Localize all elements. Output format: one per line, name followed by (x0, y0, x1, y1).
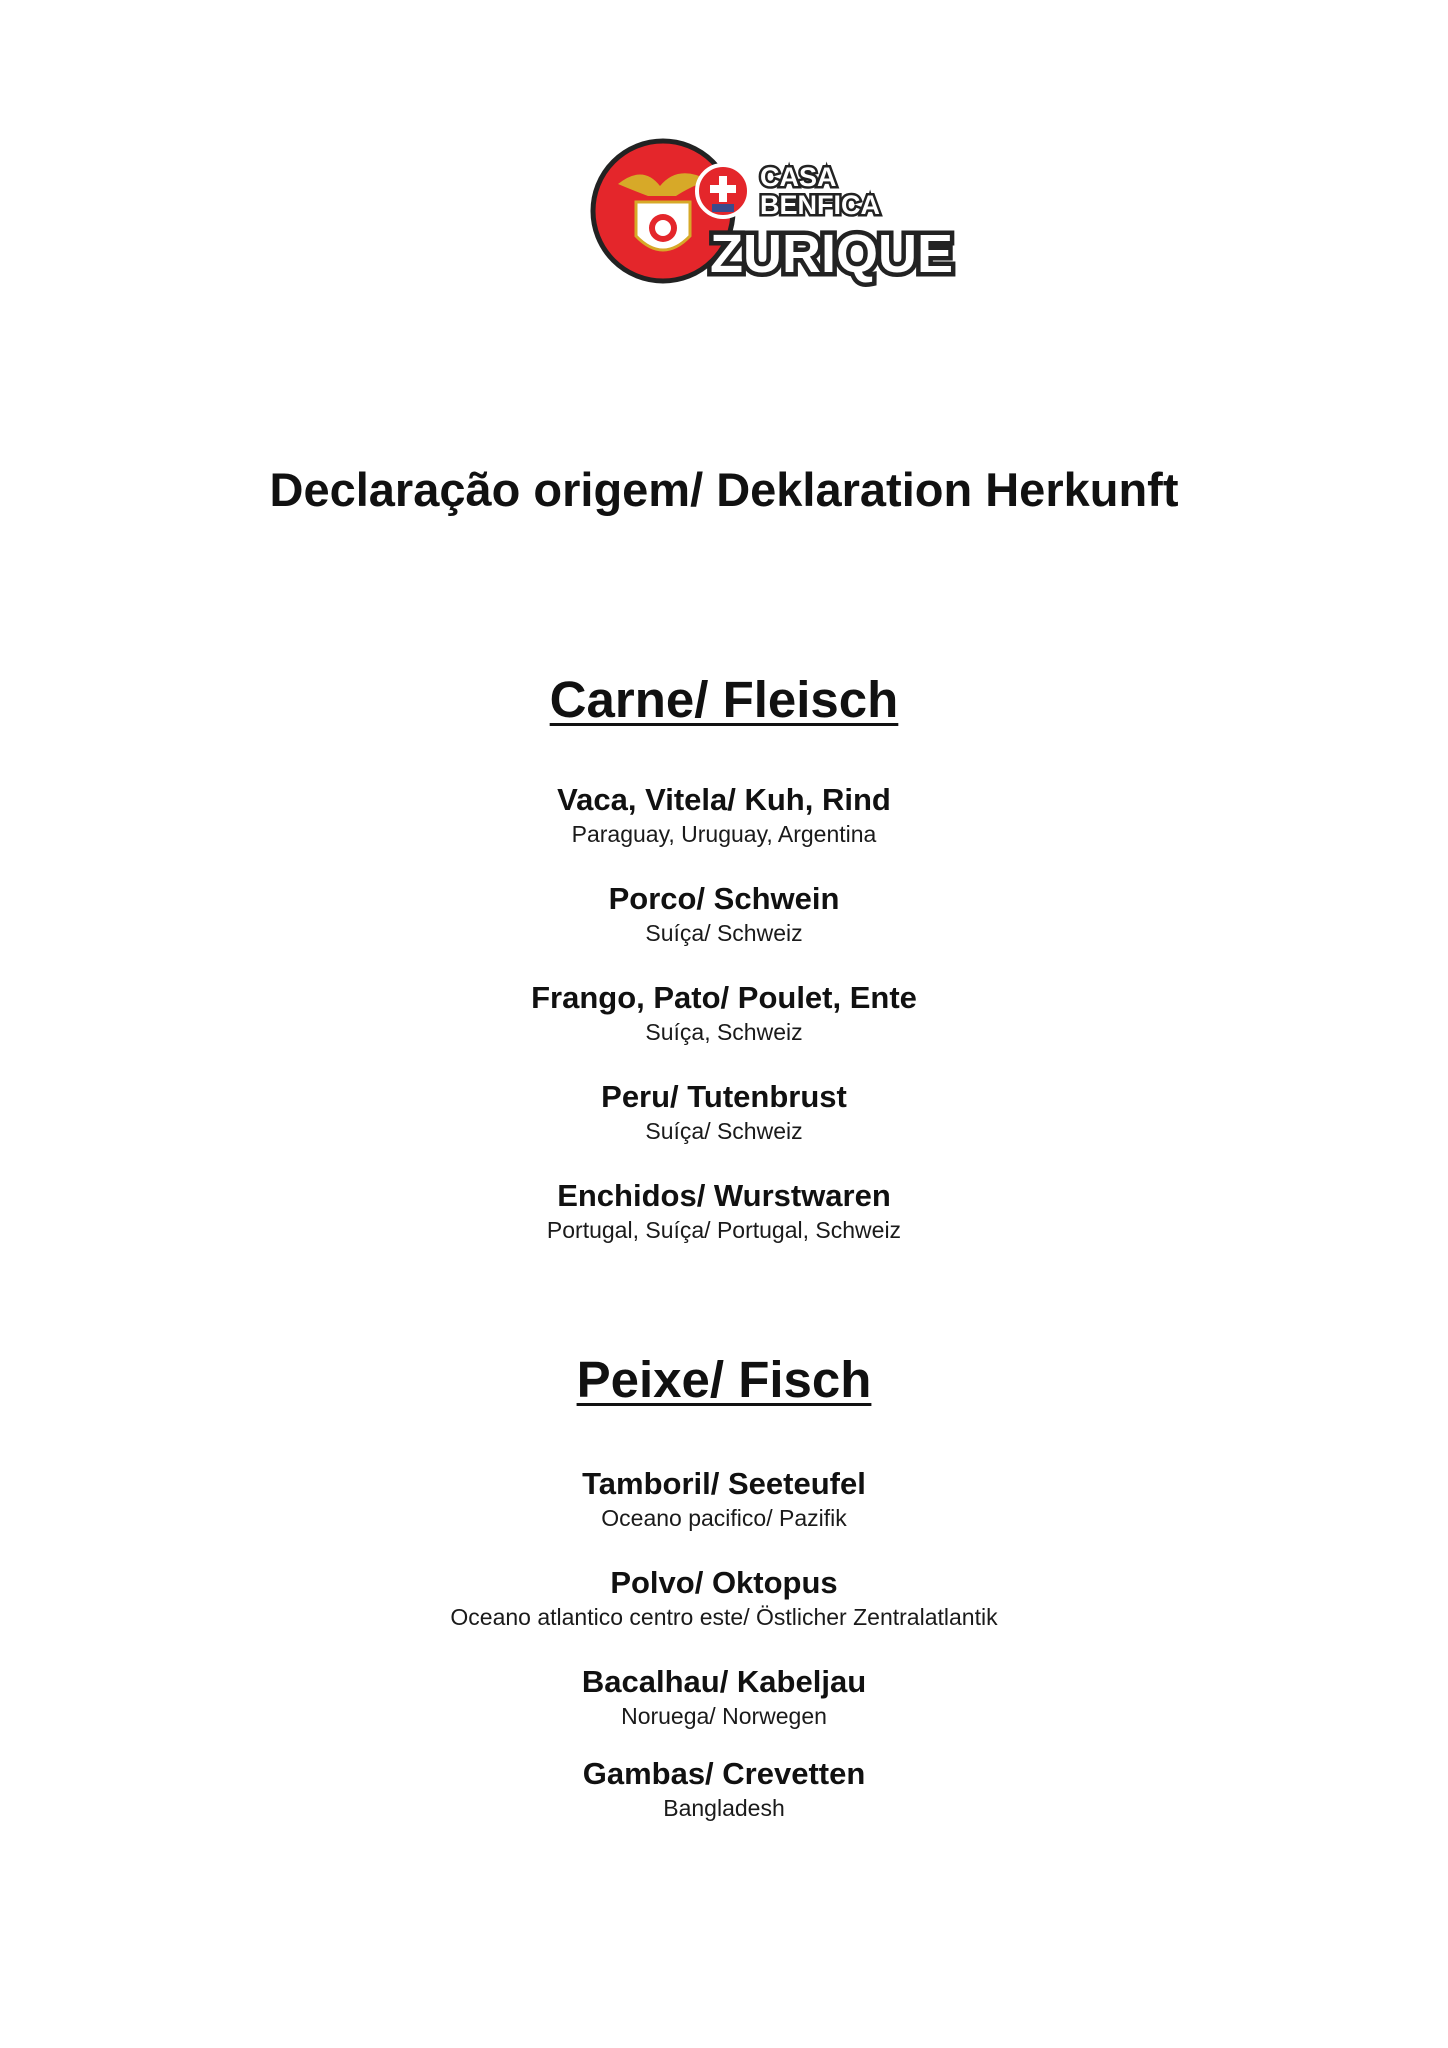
logo-line1: CASA (760, 162, 837, 192)
item-name: Frango, Pato/ Poulet, Ente (531, 980, 917, 1015)
item-name: Tamboril/ Seeteufel (582, 1466, 866, 1501)
item-origin: Suíça/ Schweiz (645, 1118, 803, 1144)
item-origin: Portugal, Suíça/ Portugal, Schweiz (546, 1217, 902, 1243)
section-heading: Peixe/ Fisch (576, 1351, 872, 1408)
item-name: Peru/ Tutenbrust (601, 1079, 847, 1114)
list-item (0, 1663, 1448, 1755)
list-item (0, 1078, 1448, 1177)
item-list (0, 781, 1448, 1276)
item-origin: Suíça/ Schweiz (645, 920, 803, 946)
logo-line3: ZURIQUE (710, 224, 953, 284)
item-name: Bacalhau/ Kabeljau (581, 1664, 867, 1699)
item-origin: Bangladesh (663, 1795, 785, 1821)
item-name: Vaca, Vitela/ Kuh, Rind (557, 782, 891, 817)
section-heading: Carne/ Fleisch (549, 671, 899, 728)
logo-line2: BENFICA (760, 190, 880, 220)
item-origin: Suíça, Schweiz (645, 1019, 803, 1045)
item-list (0, 1465, 1448, 1847)
section-carne (0, 670, 1448, 1276)
item-name: Porco/ Schwein (608, 881, 840, 916)
item-name: Gambas/ Crevetten (582, 1756, 866, 1791)
list-item (0, 781, 1448, 880)
item-origin: Oceano pacifico/ Pazifik (601, 1505, 847, 1531)
item-name: Polvo/ Oktopus (610, 1565, 838, 1600)
page-title: Declaração origem/ Deklaration Herkunft (269, 463, 1179, 516)
item-origin: Paraguay, Uruguay, Argentina (571, 821, 877, 847)
section-peixe (0, 1350, 1448, 1847)
list-item (0, 1465, 1448, 1564)
list-item (0, 1755, 1448, 1847)
casa-benfica-zurique-logo (588, 136, 953, 296)
list-item (0, 1564, 1448, 1663)
list-item (0, 880, 1448, 979)
item-origin: Noruega/ Norwegen (621, 1703, 827, 1729)
item-name: Enchidos/ Wurstwaren (557, 1178, 891, 1213)
item-origin: Oceano atlantico centro este/ Östlicher Zentralatlantik (450, 1604, 998, 1630)
list-item (0, 979, 1448, 1078)
list-item (0, 1177, 1448, 1276)
